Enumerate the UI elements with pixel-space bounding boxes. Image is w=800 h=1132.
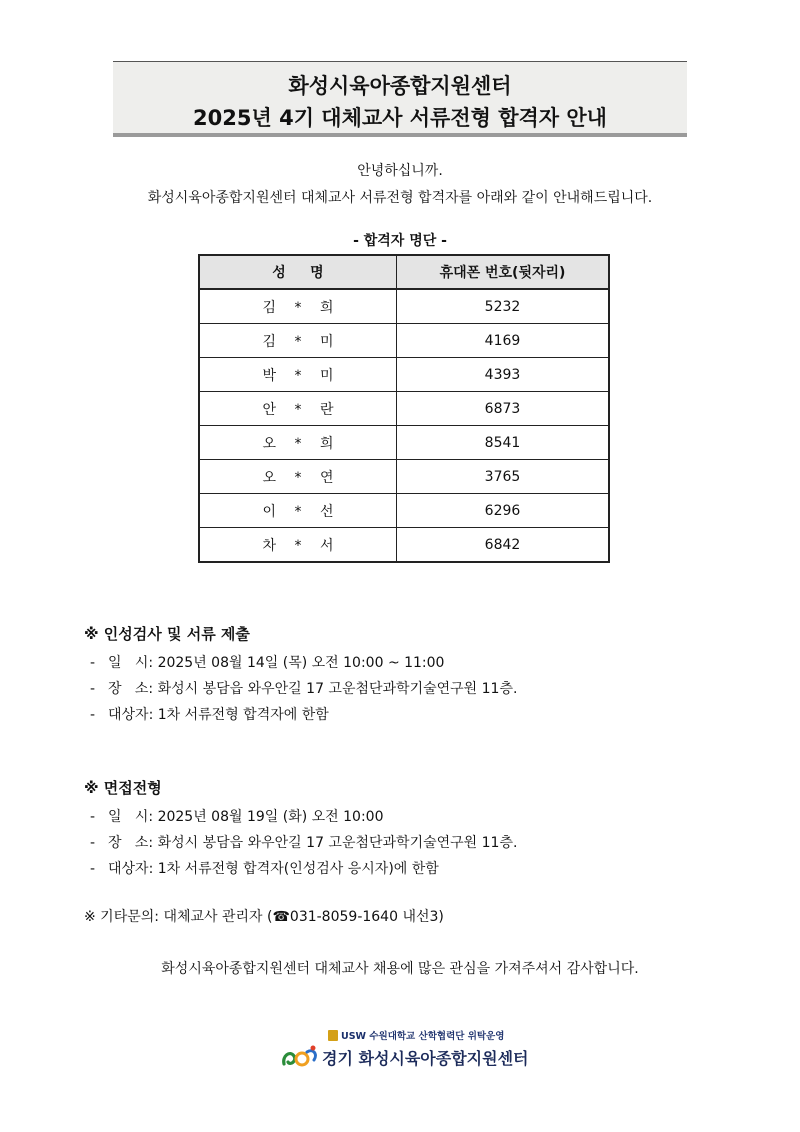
applicant-name: 오 * 연 [199,460,397,494]
applicant-name: 이 * 선 [199,494,397,528]
table-row [199,289,609,324]
document-title-box [113,61,687,137]
column-header-name: 성 명 [199,255,397,289]
phone-last-digits: 6873 [397,392,610,426]
personality-test-section [84,623,517,728]
applicant-name: 박 * 미 [199,358,397,392]
section-line: - 대상자: 1차 서류전형 합격자에 한함 [90,707,329,723]
section-line: - 장 소: 화성시 봉담읍 와우안길 17 고운첨단과학기술연구원 11층. [90,681,518,697]
greeting-line-2: 화성시육아종합지원센터 대체교사 서류전형 합격자를 아래와 같이 안내해드립니다. [147,190,653,206]
column-header-phone: 휴대폰 번호(뒷자리) [397,255,610,289]
phone-last-digits: 6842 [397,528,610,563]
applicant-name: 김 * 희 [199,289,397,324]
section-line: - 장 소: 화성시 봉담읍 와우안길 17 고운첨단과학기술연구원 11층. [90,835,518,851]
phone-last-digits: 6296 [397,494,610,528]
phone-last-digits: 4169 [397,324,610,358]
notice-title: 2025년 4기 대체교사 서류전형 합격자 안내 [193,106,607,130]
table-row [199,324,609,358]
table-row [199,528,609,563]
phone-last-digits: 3765 [397,460,610,494]
applicant-name: 안 * 란 [199,392,397,426]
phone-last-digits: 4393 [397,358,610,392]
table-row [199,392,609,426]
section-title: ※ 면접전형 [84,779,162,797]
center-name: 경기 화성시육아종합지원센터 [322,1049,529,1068]
section-title: ※ 인성검사 및 서류 제출 [84,625,250,643]
table-row [199,358,609,392]
interview-section [84,777,517,882]
section-line: - 일 시: 2025년 08월 19일 (화) 오전 10:00 [90,809,384,825]
table-row [199,426,609,460]
center-logo-icon [280,1042,320,1072]
phone-last-digits: 8541 [397,426,610,460]
section-line: - 대상자: 1차 서류전형 합격자(인성검사 응시자)에 한함 [90,861,439,877]
section-line: - 일 시: 2025년 08월 14일 (목) 오전 10:00 ~ 11:00 [90,655,445,671]
usw-shield-icon [328,1030,338,1041]
roster-title: - 합격자 명단 - [353,233,447,249]
phone-last-digits: 5232 [397,289,610,324]
table-row [199,494,609,528]
footer-logo-block [280,1028,540,1074]
contact-info: ※ 기타문의: 대체교사 관리자 (☎031-8059-1640 내선3) [84,909,444,925]
successful-applicants-table [198,254,610,563]
table-row [199,460,609,494]
greeting-line-1: 안녕하십니까. [357,163,443,179]
applicant-name: 차 * 서 [199,528,397,563]
table-header-row [199,255,609,289]
closing-message: 화성시육아종합지원센터 대체교사 채용에 많은 관심을 가져주셔서 감사합니다. [161,961,639,977]
applicant-name: 오 * 희 [199,426,397,460]
center-title: 화성시육아종합지원센터 [288,74,512,98]
applicant-name: 김 * 미 [199,324,397,358]
usw-operator-label: USW 수원대학교 산학협력단 위탁운영 [328,1028,504,1042]
